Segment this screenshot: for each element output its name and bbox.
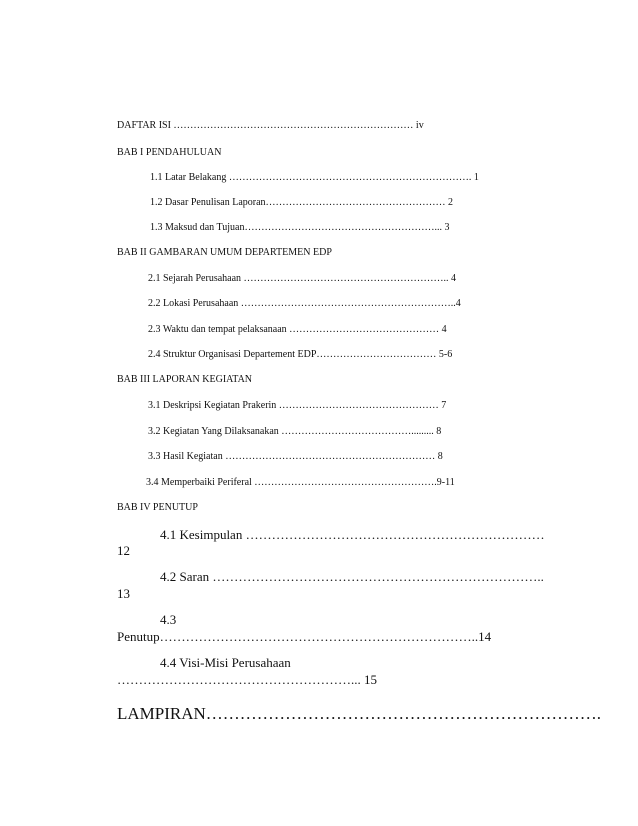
toc-entry-3-3: 3.3 Hasil Kegiatan ……………………………………………………… 8 — [148, 451, 443, 462]
toc-entry-2-2: 2.2 Lokasi Perusahaan ………………………………………………………..4 — [148, 298, 461, 309]
toc-entry-3-1: 3.1 Deskripsi Kegiatan Prakerin ………………………………………… 7 — [148, 400, 447, 411]
bab1-heading: BAB I PENDAHULUAN — [117, 147, 222, 158]
toc-entry-4-3-line: Penutup………………………………………………………………..14 — [117, 629, 492, 644]
toc-entry-4-4: 4.4 Visi-Misi Perusahaan — [160, 655, 291, 670]
toc-entry-4-1: 4.1 Kesimpulan …………………………………………………………… — [160, 527, 545, 542]
toc-entry-4-2-page: 13 — [117, 586, 130, 601]
toc-entry-3-4: 3.4 Memperbaiki Periferal ……………………………………………….9-11 — [146, 477, 455, 488]
toc-entry-1-1: 1.1 Latar Belakang ………………………………………………………………. 1 — [150, 172, 479, 183]
bab4-heading: BAB IV PENUTUP — [117, 502, 198, 513]
bab2-heading: BAB II GAMBARAN UMUM DEPARTEMEN EDP — [117, 247, 332, 258]
toc-entry-4-2: 4.2 Saran ………………………………………………………………….. — [160, 569, 544, 584]
toc-entry-1-2: 1.2 Dasar Penulisan Laporan……………………………………………… 2 — [150, 197, 454, 208]
bab3-heading: BAB III LAPORAN KEGIATAN — [117, 374, 253, 385]
toc-entry-4-3: 4.3 — [160, 612, 177, 627]
toc-entry-3-2: 3.2 Kegiatan Yang Dilaksanakan …………………………………......... 8 — [148, 426, 442, 437]
toc-entry-2-1: 2.1 Sejarah Perusahaan …………………………………………………….. 4 — [148, 273, 457, 284]
toc-entry-4-4-line: ………………………………………………... 15 — [117, 672, 377, 687]
toc-entry-2-4: 2.4 Struktur Organisasi Departement EDP……………………………… 5-6 — [148, 349, 453, 360]
toc-daftar-isi: DAFTAR ISI ……………………………………………………………… iv — [117, 120, 424, 131]
toc-entry-2-3: 2.3 Waktu dan tempat pelaksanaan ……………………………………… 4 — [148, 324, 447, 335]
toc-entry-4-1-page: 12 — [117, 543, 130, 558]
toc-entry-1-3: 1.3 Maksud dan Tujuan…………………………………………………... 3 — [150, 222, 450, 233]
toc-lampiran: LAMPIRAN……………………………………………………………. — [117, 704, 602, 723]
